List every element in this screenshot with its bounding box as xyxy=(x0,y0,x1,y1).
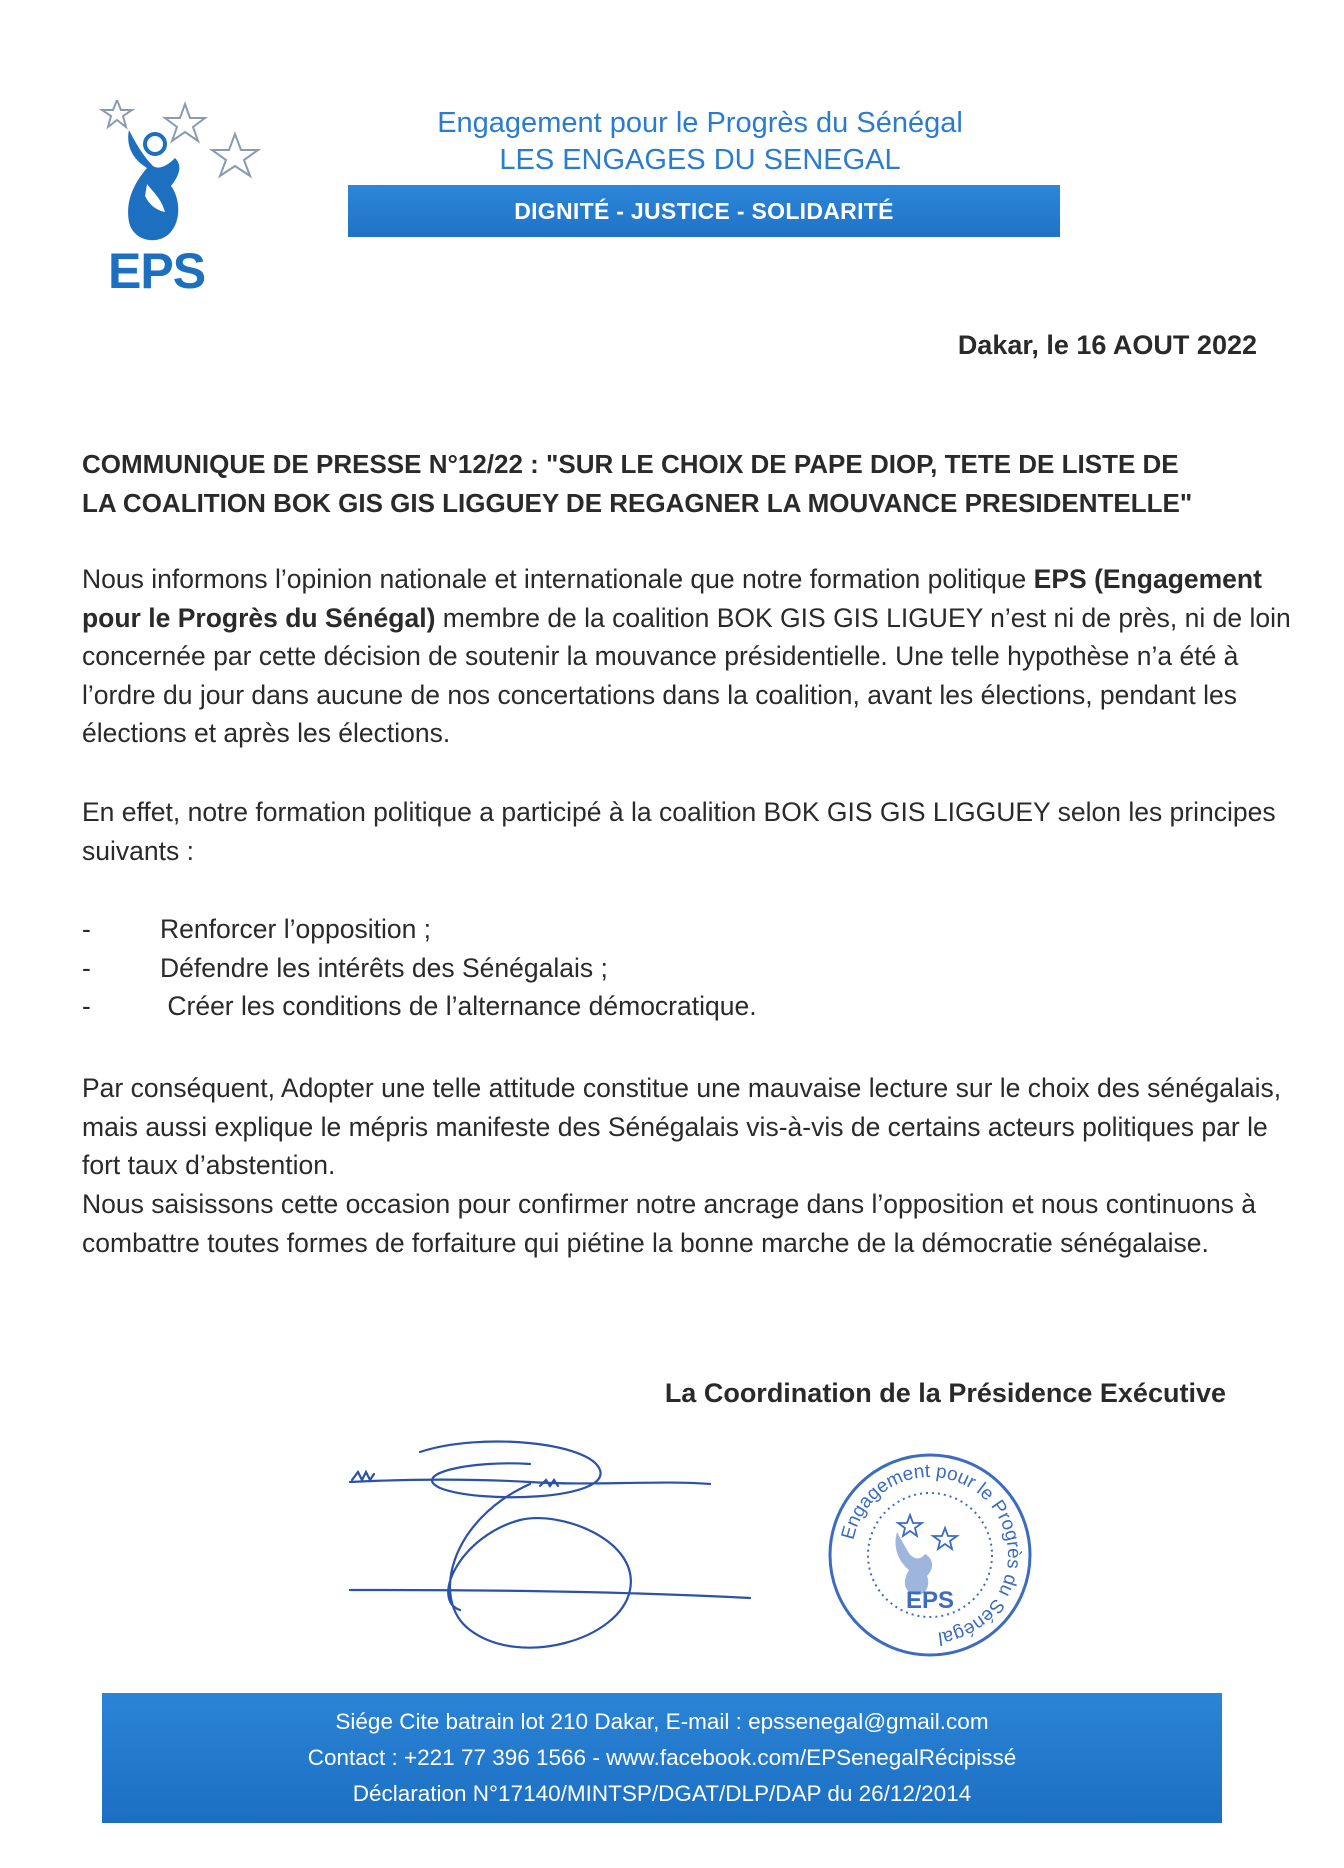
paragraph-1-bold-eps: EPS xyxy=(1033,564,1087,594)
star-icon xyxy=(898,1515,922,1536)
title-line-2: LA COALITION BOK GIS GIS LIGGUEY DE REGAGNER LA MOUVANCE PRESIDENTELLE" xyxy=(82,488,1193,518)
principles-list xyxy=(82,910,1182,1026)
paragraph-1-bold-name: (Engagement pour le Progrès du Sénégal) xyxy=(82,564,1262,633)
paragraph-1-rest: membre de la coalition BOK GIS GIS LIGUEY n’est ni de près, ni de loin concernée par cette décision de soutenir la mouvance présidentielle. Une telle hypothèse n’a été à l’ordre du jour dans aucune de nos concertations dans la coalition, avant les élections, pendant les élections et après les élections. xyxy=(82,602,1291,749)
list-dash: - xyxy=(82,914,91,944)
eps-logo-text: EPS xyxy=(108,243,206,299)
signatory: La Coordination de la Présidence Exécutive xyxy=(664,1378,1226,1408)
press-release-title xyxy=(82,445,1282,523)
star-icon xyxy=(212,134,258,176)
list-item-text: Renforcer l’opposition ; xyxy=(160,914,432,944)
date-line: Dakar, le 16 AOUT 2022 xyxy=(957,330,1257,360)
official-stamp xyxy=(825,1450,1035,1660)
svg-text:Engagement pour le Progrès du xyxy=(838,1461,1024,1649)
footer-contact: Contact : +221 77 396 1566 - www.facebook.com/EPSenegalRécipissé xyxy=(307,1745,1017,1770)
paragraph-1-start: Nous informons l’opinion nationale et internationale que notre formation politique xyxy=(82,564,1034,594)
paragraph-1 xyxy=(82,560,1312,753)
star-icon xyxy=(165,104,205,141)
handwritten-signature xyxy=(330,1440,770,1670)
list-item xyxy=(82,949,1182,988)
footer-address: Siége Cite batrain lot 210 Dakar, E-mail : epssenegal@gmail.com xyxy=(335,1709,989,1734)
org-name: Engagement pour le Progrès du Sénégal xyxy=(437,107,963,139)
footer-declaration: Déclaration N°17140/MINTSP/DGAT/DLP/DAP du 26/12/2014 xyxy=(352,1781,972,1806)
footer-contact-banner xyxy=(102,1693,1222,1823)
paragraph-2: En effet, notre formation politique a participé à la coalition BOK GIS GIS LIGGUEY selon les principes suivants : xyxy=(82,797,1276,866)
list-item xyxy=(82,910,1182,949)
org-subtitle: LES ENGAGES DU SENEGAL xyxy=(499,144,901,176)
stamp-center-text: EPS xyxy=(905,1587,955,1614)
paragraph-4: Nous saisissons cette occasion pour confirmer notre ancrage dans l’opposition et nous continuons à combattre toutes formes de forfaiture qui piétine la bonne marche de la démocratie sénégalaise. xyxy=(82,1189,1257,1258)
motto-banner xyxy=(348,185,1060,237)
paragraph-3: Par conséquent, Adopter une telle attitude constitue une mauvaise lecture sur le choix des sénégalais, mais aussi explique le mépris manifeste des Sénégalais vis-à-vis de certains acteurs politiques par le fort taux d’abstention. xyxy=(82,1073,1282,1181)
motto-text: DIGNITÉ - JUSTICE - SOLIDARITÉ xyxy=(514,197,894,224)
title-line-1: COMMUNIQUE DE PRESSE N°12/22 : "SUR LE CHOIX DE PAPE DIOP, TETE DE LISTE DE xyxy=(82,449,1179,479)
star-icon xyxy=(102,100,132,127)
list-dash: - xyxy=(82,952,91,983)
star-icon xyxy=(933,1528,957,1549)
list-item xyxy=(82,987,1182,1026)
list-item-text: Défendre les intérêts des Sénégalais ; xyxy=(160,952,608,983)
list-item-text: Créer les conditions de l’alternance démocratique. xyxy=(160,991,757,1022)
stamp-ring-text: Engagement pour le Progrès du Sénégal xyxy=(837,1460,1025,1649)
list-dash: - xyxy=(82,991,91,1022)
